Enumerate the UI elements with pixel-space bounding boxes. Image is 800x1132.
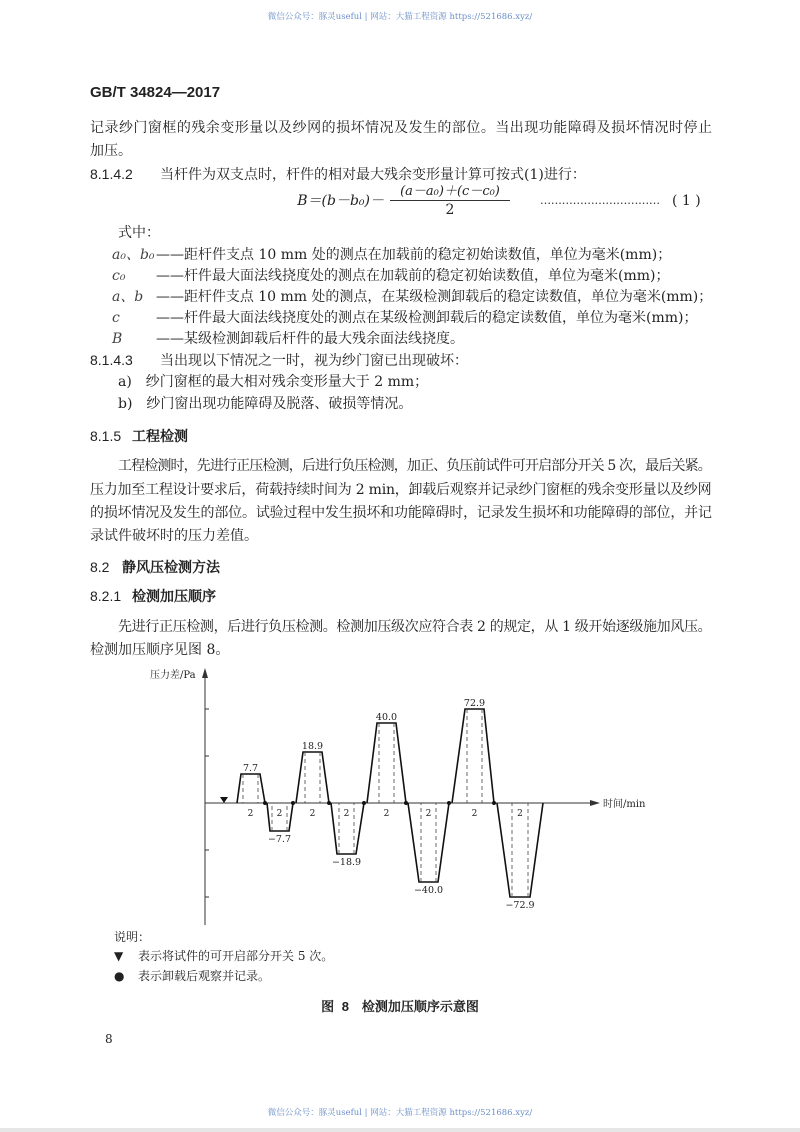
list-item-a: a) 纱门窗框的最大相对残余变形量大于 2 mm； [118,374,429,390]
paragraph-line: 的损坏情况及发生的部位。试验过程中发生损坏和功能障碍时，记录发生损坏和功能障碍的部位，并记 [90,505,712,521]
definition-symbol: c [112,310,120,326]
positive-pressure-pulse [452,709,494,803]
definition-symbol: a、b [112,289,144,305]
clause-text: 当出现以下情况之一时，视为纱门窗已出现破坏： [160,353,468,369]
legend-text: 表示卸载后观察并记录。 [138,969,271,983]
legend-item [114,969,270,984]
page-number: 8 [105,1032,113,1046]
hold-duration-label: 2 [309,809,316,819]
legend-item [114,949,333,964]
negative-pressure-pulse [331,803,364,854]
positive-pressure-pulse [296,752,329,803]
value-label: 40.0 [375,712,398,723]
clause-number: 8.1.4.3 [90,352,133,368]
definition-symbol: c₀ [112,268,126,284]
filled-circle-icon: ● [114,969,125,983]
formula-denominator: 2 [445,202,455,218]
y-axis-label: 压力差/Pa [150,670,196,681]
positive-pressure-pulse [367,723,406,803]
observation-dot [492,801,496,805]
heading-title: 检测加压顺序 [132,588,216,604]
figure-caption: 图 8 检测加压顺序示意图 [321,999,479,1014]
x-axis-label: 时间/min [603,799,646,810]
paragraph-line: 检测加压顺序见图 8。 [90,642,230,658]
hold-duration-label: 2 [383,809,390,819]
paragraph-line: 录试件破坏时的压力差值。 [90,528,258,544]
hold-duration-label: 2 [471,809,478,819]
paragraph-line: 记录纱门窗框的残余变形量以及纱网的损坏情况及发生的部位。当出现功能障碍及损坏情况时停止 [90,120,713,136]
observation-dot [291,801,295,805]
heading-title: 工程检测 [132,428,188,444]
page-bottom-edge [0,1128,800,1132]
list-item-b: b) 纱门窗出现功能障碍及脱落、破损等情况。 [118,396,413,412]
heading-8-1-5 [90,427,188,445]
x-axis-arrow [590,800,600,806]
value-label: −18.9 [331,857,362,868]
formula-lhs: B＝(b－b₀)－ [297,193,384,209]
heading-number: 8.2.1 [90,588,122,604]
definition-text: ——杆件最大面法线挠度处的测点在加载前的稳定初始读数值，单位为毫米(mm)； [156,268,670,284]
observation-dot [447,801,451,805]
triangle-down-marker [220,797,228,803]
formula-number: ( 1 ) [672,193,701,209]
paragraph-line: 工程检测时，先进行正压检测，后进行负压检测，加正、负压前试件可开启部分开关 5 次，最后关紧。 [118,458,711,474]
clause-number: 8.1.4.2 [90,166,133,182]
standard-number: GB/T 34824—2017 [90,84,221,101]
definition-symbol: a₀、b₀ [112,247,155,263]
definition-text: ——某级检测卸载后杆件的最大残余面法线挠度。 [156,331,464,347]
observation-dot [404,801,408,805]
clause-text: 当杆件为双支点时，杆件的相对最大残余变形量计算可按式(1)进行： [160,167,586,183]
heading-8-2-1 [90,587,216,605]
negative-pressure-pulse [267,803,293,831]
hold-duration-label: 2 [517,809,523,819]
formula-numerator: (a－a₀)＋(c－c₀) [390,184,510,201]
where-label: 式中： [118,225,160,241]
heading-number: 8.1.5 [90,428,122,444]
paragraph-line: 先进行正压检测，后进行负压检测。检测加压级次应符合表 2 的规定，从 1 级开始逐级施加风压。 [118,619,712,635]
definition-item [112,309,697,327]
definition-text: ——距杆件支点 10 mm 处的测点，在某级检测卸载后的稳定读数值，单位为毫米(mm)； [156,289,713,305]
formula-leader-dots: …………………………… [540,194,660,207]
hold-duration-label: 2 [343,809,350,819]
negative-pressure-pulse [408,803,449,882]
value-label: 18.9 [301,741,324,752]
observation-dot [362,801,366,805]
heading-title: 静风压检测方法 [122,559,220,575]
definition-text: ——杆件最大面法线挠度处的测点在某级检测卸载后的稳定读数值，单位为毫米(mm)； [156,310,698,326]
heading-number: 8.2 [90,559,110,575]
definition-item [112,330,464,348]
definition-item [112,267,669,285]
observation-dot [263,801,267,805]
value-label: 7.7 [242,763,259,774]
legend-title: 说明： [114,930,151,944]
watermark-top: 微信公众号：豚灵useful | 网站：大猫工程资源 https://521686.xyz/ [267,12,533,22]
definition-item [112,288,712,306]
clause-8-1-4-2 [90,165,586,184]
paragraph-line: 压力加至工程设计要求后，荷载持续时间为 2 min，卸载后观察并记录纱门窗框的残余变形量以及纱网 [90,482,712,498]
positive-pressure-pulse [237,774,265,803]
heading-8-2 [90,558,220,576]
definition-text: ——距杆件支点 10 mm 处的测点在加载前的稳定初始读数值，单位为毫米(mm)； [156,247,672,263]
negative-pressure-pulse [497,803,543,897]
value-label: −7.7 [267,834,292,845]
hold-duration-label: 2 [425,809,432,819]
definition-item [112,246,671,264]
y-axis-arrow [202,668,208,678]
legend-text: 表示将试件的可开启部分开关 5 次。 [138,949,334,963]
triangle-down-icon: ▼ [114,949,124,963]
definition-symbol: B [112,331,123,347]
watermark-bottom: 微信公众号：豚灵useful | 网站：大猫工程资源 https://521686.xyz/ [267,1108,533,1118]
value-label: −40.0 [413,885,444,896]
observation-dot [327,801,331,805]
hold-duration-label: 2 [276,809,283,819]
clause-8-1-4-3 [90,351,468,370]
value-label: −72.9 [505,900,535,911]
hold-duration-label: 2 [247,809,254,819]
paragraph-line: 加压。 [90,143,132,159]
value-label: 72.9 [463,698,486,709]
